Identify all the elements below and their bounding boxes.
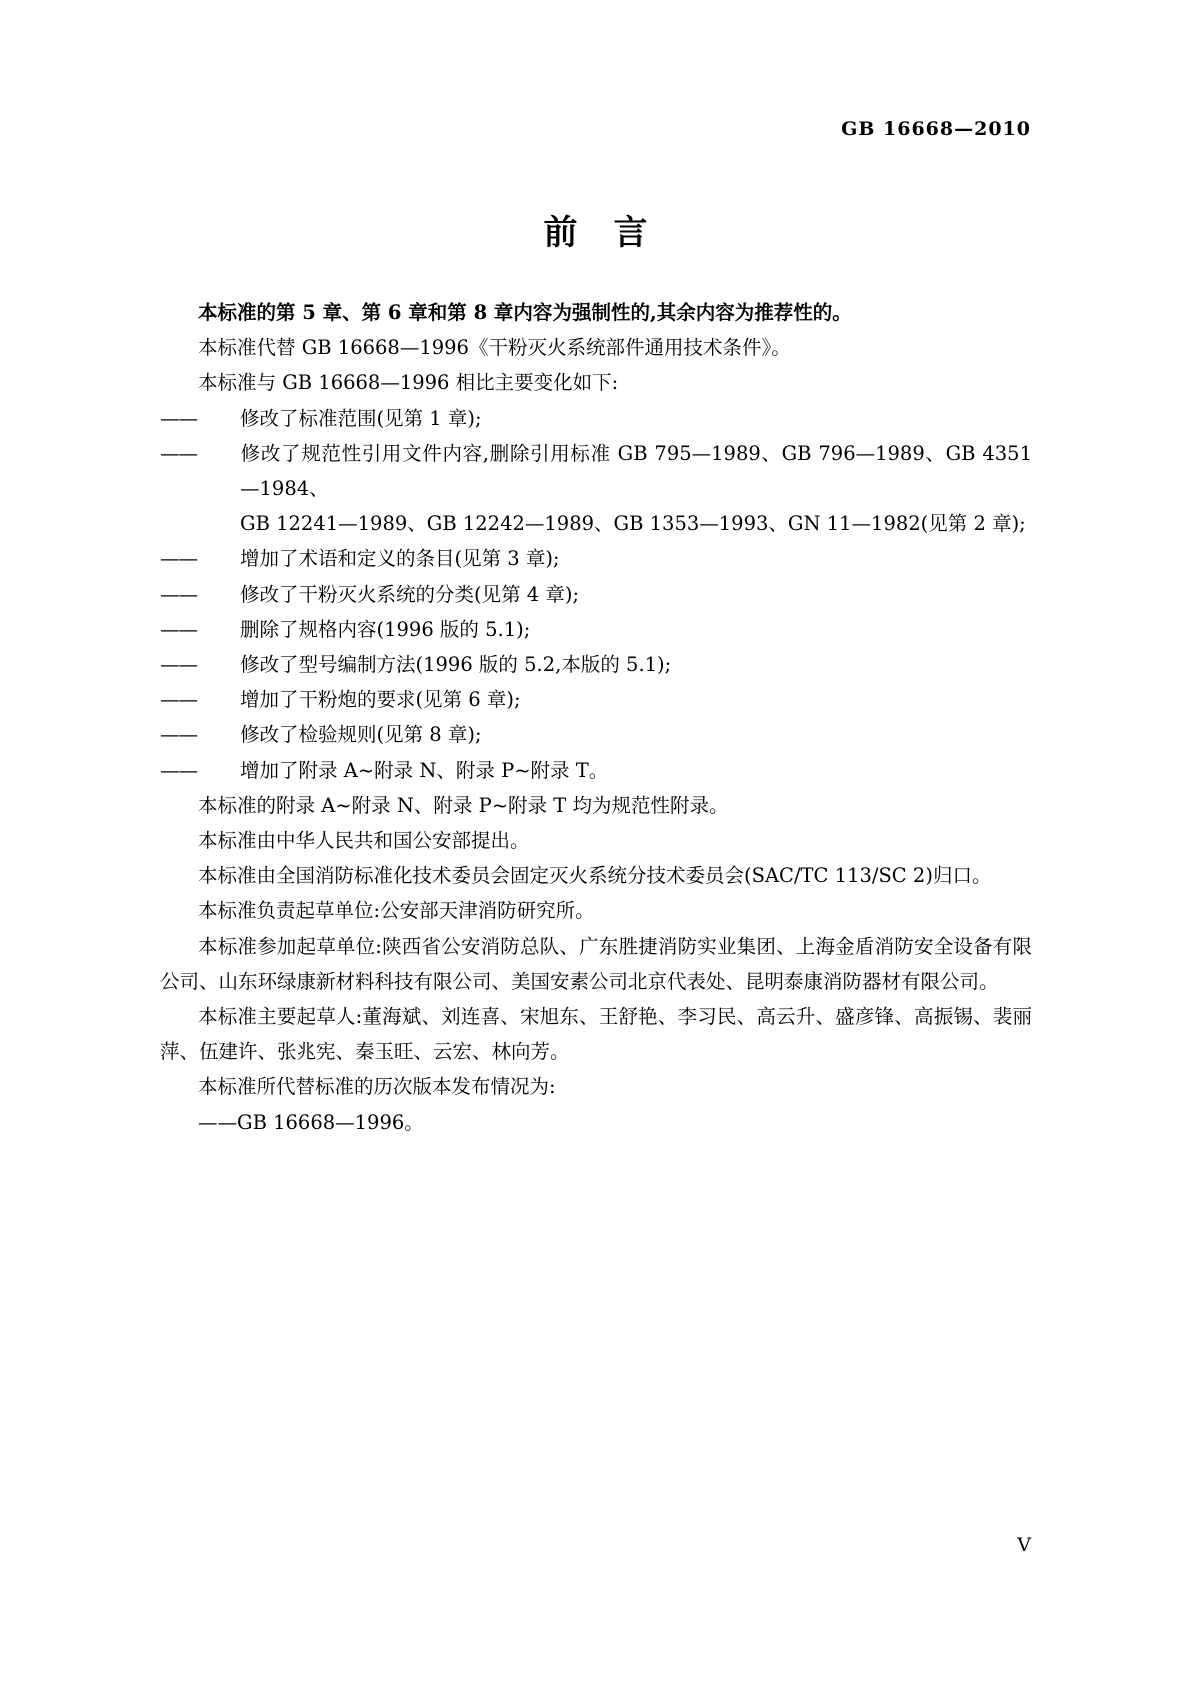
foreword-change-item-7 [160,682,1032,717]
foreword-proposed-by: 本标准由中华人民共和国公安部提出。 [198,829,530,853]
dash-marker: —— [160,547,197,571]
dash-marker: —— [160,653,197,677]
foreword-participating-drafters: 本标准参加起草单位:陕西省公安消防总队、广东胜捷消防实业集团、上海金盾消防安全设备有限公司、山东环绿康新材料科技有限公司、美国安素公司北京代表处、昆明泰康消防器材有限公司。 [160,934,1032,993]
page-title-char-1: 前 [543,213,578,253]
foreword-change-item-9 [160,753,1032,788]
foreword-change-item-2-continued: GB 12241—1989、GB 12242—1989、GB 1353—1993、GN 11—1982(见第 2 章); [240,512,1026,536]
change-text: 增加了附录 A~附录 N、附录 P~附录 T。 [240,758,609,782]
foreword-body [160,295,1032,1140]
foreword-change-item-8 [160,717,1032,752]
page-title-char-2: 言 [613,213,648,253]
foreword-change-item-5 [160,612,1032,647]
foreword-history-item: ——GB 16668—1996。 [198,1110,424,1134]
change-text: 删除了规格内容(1996 版的 5.1); [240,617,531,641]
foreword-change-item-1 [160,401,1032,436]
page-header-standard-number: GB 16668—2010 [841,118,1031,140]
change-text: 增加了术语和定义的条目(见第 3 章); [240,547,560,571]
foreword-responsible-drafter: 本标准负责起草单位:公安部天津消防研究所。 [198,899,595,923]
foreword-changes-intro: 本标准与 GB 16668—1996 相比主要变化如下: [198,371,619,395]
foreword-change-item-4 [160,577,1032,612]
dash-marker: —— [160,406,197,430]
change-text: 修改了干粉灭火系统的分类(见第 4 章); [240,582,580,606]
foreword-change-item-2 [160,436,1032,506]
change-text: 修改了检验规则(见第 8 章); [240,723,482,747]
page-title [0,205,1191,254]
foreword-jurisdiction: 本标准由全国消防标准化技术委员会固定灭火系统分技术委员会(SAC/TC 113/SC 2)归口。 [198,864,992,888]
page-number: Ⅴ [1017,1534,1031,1556]
dash-marker: —— [160,582,197,606]
foreword-history-intro: 本标准所代替标准的历次版本发布情况为: [198,1075,556,1099]
dash-marker: —— [160,688,197,712]
change-text: 增加了干粉炮的要求(见第 6 章); [240,688,521,712]
foreword-main-drafters: 本标准主要起草人:董海斌、刘连喜、宋旭东、王舒艳、李习民、高云升、盛彦锋、高振锡、裴丽萍、伍建许、张兆宪、秦玉旺、云宏、林向芳。 [160,1005,1032,1064]
dash-marker: —— [160,441,197,465]
foreword-change-item-6 [160,647,1032,682]
change-text: 修改了规范性引用文件内容,删除引用标准 GB 795—1989、GB 796—1989、GB 4351—1984、 [240,441,1032,501]
foreword-mandatory-note: 本标准的第 5 章、第 6 章和第 8 章内容为强制性的,其余内容为推荐性的。 [198,301,852,324]
foreword-annex-note: 本标准的附录 A~附录 N、附录 P~附录 T 均为规范性附录。 [198,793,729,817]
dash-marker: —— [160,723,197,747]
foreword-replaces: 本标准代替 GB 16668—1996《干粉灭火系统部件通用技术条件》。 [198,336,791,360]
foreword-change-item-3 [160,541,1032,576]
dash-marker: —— [160,617,197,641]
change-text: 修改了标准范围(见第 1 章); [240,406,482,430]
dash-marker: —— [160,758,197,782]
change-text: 修改了型号编制方法(1996 版的 5.2,本版的 5.1); [240,653,672,677]
